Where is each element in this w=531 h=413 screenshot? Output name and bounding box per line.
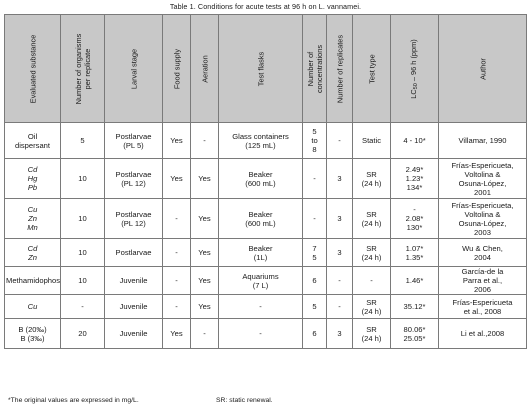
cell-concentrations: 6 (303, 319, 327, 349)
cell-substance: Cd Hg Pb (5, 159, 61, 199)
cell-organisms: 10 (61, 267, 105, 295)
cell-substance: Methamidophos (5, 267, 61, 295)
header-label: Test flasks (256, 51, 265, 86)
cell-flasks: Beaker (600 mL) (219, 159, 303, 199)
lc-subscript: 50 (412, 82, 419, 89)
cell-lc50: 35.12* (391, 295, 439, 319)
header-label: Larval stage (129, 48, 138, 89)
header-cell (219, 15, 303, 123)
cell-substance: Cd Zn (5, 239, 61, 267)
header-cell (439, 15, 527, 123)
legend-note: SR: static renewal. (216, 397, 273, 404)
cell-food: - (163, 295, 191, 319)
cell-type: - (353, 267, 391, 295)
cell-organisms: 10 (61, 159, 105, 199)
cell-stage: Postlarvae (105, 239, 163, 267)
cell-replicates: 3 (327, 239, 353, 267)
cell-type: SR (24 h) (353, 239, 391, 267)
header-cell (303, 15, 327, 123)
lc-prefix: LC (408, 88, 418, 99)
cell-author: Villamar, 1990 (439, 123, 527, 159)
cell-flasks: - (219, 319, 303, 349)
cell-organisms: 10 (61, 199, 105, 239)
table-title: Table 1. Conditions for acute tests at 96 h on L. vannamei. (169, 2, 362, 11)
cell-substance: Cu (5, 295, 61, 319)
header-label: Number of concentrations (305, 44, 324, 93)
cell-concentrations: 6 (303, 267, 327, 295)
header-cell (105, 15, 163, 123)
header-label: Evaluated substance (28, 34, 37, 103)
cell-substance: Cu Zn Mn (5, 199, 61, 239)
table-row (5, 123, 527, 159)
cell-type: SR (24 h) (353, 159, 391, 199)
cell-lc50: - 2.08* 130* (391, 199, 439, 239)
header-label: Aeration (200, 54, 209, 83)
cell-author: García-de la Parra et al., 2006 (439, 267, 527, 295)
cell-stage: Postlarvae (PL 12) (105, 199, 163, 239)
cell-stage: Juvenile (105, 267, 163, 295)
cell-author: Frías-Espericueta, Voltolina & Osuna-López, 2003 (439, 199, 527, 239)
cell-organisms: - (61, 295, 105, 319)
cell-food: Yes (163, 319, 191, 349)
cell-food: - (163, 199, 191, 239)
cell-stage: Juvenile (105, 295, 163, 319)
cell-substance: Oil dispersant (5, 123, 61, 159)
cell-replicates: 3 (327, 199, 353, 239)
cell-stage: Postlarvae (PL 5) (105, 123, 163, 159)
header-cell (391, 15, 439, 123)
table-row (5, 159, 527, 199)
table-row (5, 295, 527, 319)
cell-flasks: - (219, 295, 303, 319)
cell-aeration: - (191, 319, 219, 349)
cell-aeration: Yes (191, 239, 219, 267)
cell-organisms: 20 (61, 319, 105, 349)
cell-food: - (163, 267, 191, 295)
cell-aeration: Yes (191, 199, 219, 239)
header-label: Author (478, 57, 487, 80)
cell-substance: B (20‰) B (3‰) (5, 319, 61, 349)
cell-organisms: 10 (61, 239, 105, 267)
cell-author: Frías-Espericueta, Voltolina & Osuna-López, 2001 (439, 159, 527, 199)
cell-author: Frías-Espericueta et al., 2008 (439, 295, 527, 319)
cell-concentrations: 5 (303, 295, 327, 319)
cell-type: SR (24 h) (353, 319, 391, 349)
cell-author: Li et al.,2008 (439, 319, 527, 349)
table-row (5, 199, 527, 239)
cell-food: Yes (163, 123, 191, 159)
cell-lc50: 1.46* (391, 267, 439, 295)
header-label-lc50 (409, 17, 421, 121)
cell-replicates: 3 (327, 319, 353, 349)
cell-replicates: - (327, 295, 353, 319)
header-cell (163, 15, 191, 123)
cell-concentrations: 7 5 (303, 239, 327, 267)
cell-aeration: Yes (191, 295, 219, 319)
cell-lc50: 2.49* 1.23* 134* (391, 159, 439, 199)
cell-author: Wu & Chen, 2004 (439, 239, 527, 267)
table-row (5, 319, 527, 349)
cell-replicates: 3 (327, 159, 353, 199)
cell-stage: Juvenile (105, 319, 163, 349)
header-label: Test type (367, 53, 376, 84)
header-cell (191, 15, 219, 123)
conditions-table (4, 14, 527, 349)
cell-concentrations: 5 to 8 (303, 123, 327, 159)
cell-food: Yes (163, 159, 191, 199)
cell-aeration: Yes (191, 159, 219, 199)
cell-flasks: Beaker (600 mL) (219, 199, 303, 239)
header-row (5, 15, 527, 123)
cell-lc50: 80.06* 25.05* (391, 319, 439, 349)
cell-flasks: Aquariums (7 L) (219, 267, 303, 295)
cell-replicates: - (327, 123, 353, 159)
cell-flasks: Glass containers (125 mL) (219, 123, 303, 159)
cell-type: SR (24 h) (353, 295, 391, 319)
table-row (5, 267, 527, 295)
lc-suffix: – 96 h (ppm) (408, 38, 418, 83)
cell-organisms: 5 (61, 123, 105, 159)
cell-food: - (163, 239, 191, 267)
header-label: Number of organisms per replicate (73, 33, 92, 104)
header-label: Number of replicates (335, 34, 344, 103)
cell-stage: Postlarvae (PL 12) (105, 159, 163, 199)
cell-replicates: - (327, 267, 353, 295)
cell-type: SR (24 h) (353, 199, 391, 239)
cell-aeration: - (191, 123, 219, 159)
table-body (5, 123, 527, 349)
table-row (5, 239, 527, 267)
cell-lc50: 1.07* 1.35* (391, 239, 439, 267)
footnote: *The original values are expressed in mg/L. (8, 397, 139, 404)
cell-aeration: Yes (191, 267, 219, 295)
header-cell (5, 15, 61, 123)
header-label: Food supply (172, 48, 181, 89)
header-cell (327, 15, 353, 123)
header-cell (61, 15, 105, 123)
cell-concentrations: - (303, 159, 327, 199)
cell-flasks: Beaker (1L) (219, 239, 303, 267)
cell-type: Static (353, 123, 391, 159)
cell-lc50: 4 - 10* (391, 123, 439, 159)
cell-concentrations: - (303, 199, 327, 239)
header-cell (353, 15, 391, 123)
